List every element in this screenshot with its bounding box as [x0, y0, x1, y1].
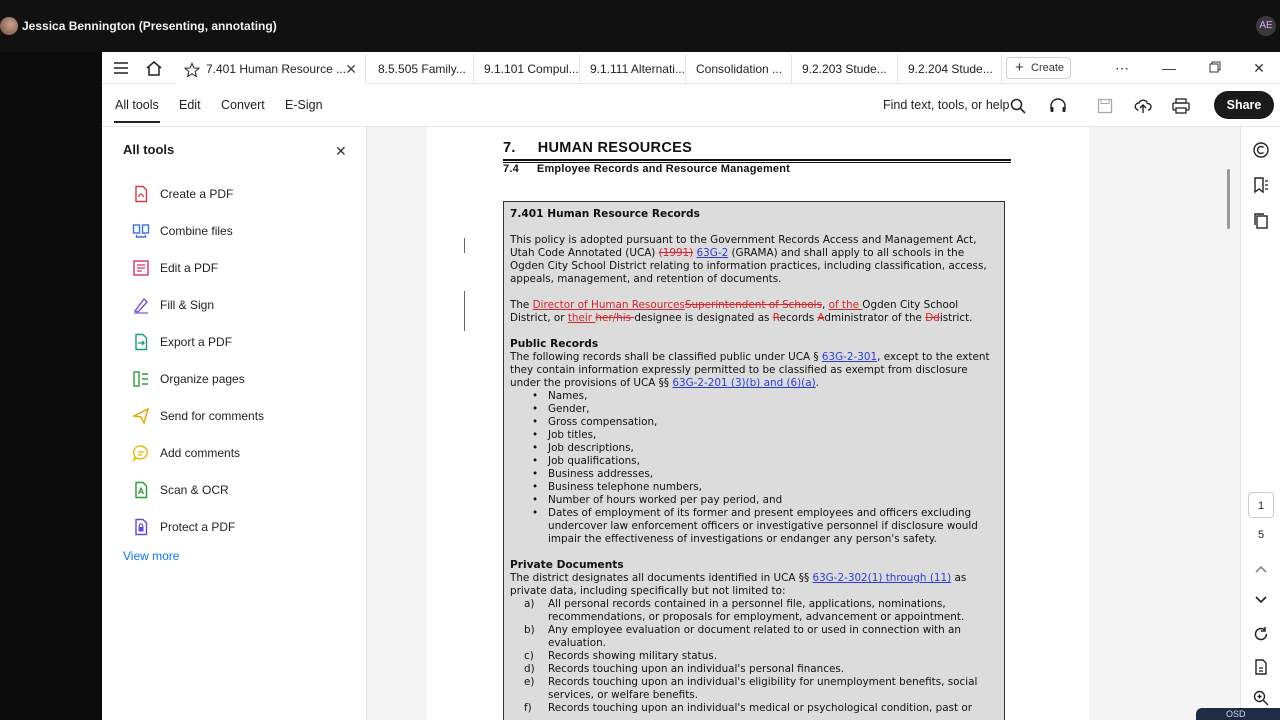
read-aloud-icon[interactable] — [1048, 96, 1068, 116]
tab-9-1-101-compul[interactable] — [474, 54, 580, 84]
tool-add-comments[interactable] — [132, 442, 352, 464]
policy-box — [503, 201, 1005, 720]
add-comments-icon — [132, 444, 150, 462]
private-documents-heading: Private Documents — [510, 559, 624, 571]
vertical-scrollbar[interactable] — [1223, 127, 1235, 720]
list-item — [510, 702, 998, 715]
list-marker: b) — [524, 624, 535, 636]
edit-pdf-icon — [132, 259, 150, 277]
deleted-text: A — [817, 312, 825, 324]
star-icon[interactable] — [184, 54, 200, 84]
text-run: . — [815, 377, 819, 389]
list-item: • Gender, — [510, 403, 998, 416]
current-page-number[interactable]: 1 — [1248, 492, 1274, 518]
bookmark-icon[interactable] — [1251, 175, 1271, 195]
text-run: (GRAMA) and shall apply to all schools in the Ogden City School District relating to information practices, including classification, access, appeals, management, and retention of documents. — [510, 247, 987, 285]
send-comments-icon — [132, 407, 150, 425]
list-item — [510, 676, 998, 702]
private-documents-list — [510, 598, 998, 715]
text-run: This policy is adopted pursuant to the Government Records Access and Management Act, Utah Code Annotated (UCA) — [510, 234, 977, 259]
restore-icon[interactable] — [1203, 56, 1227, 80]
statute-link[interactable]: 63G-2-302(1) through (11) — [812, 572, 952, 584]
list-text: Records touching upon an individual's eligibility for unemployment benefits, social services, or welfare benefits. — [548, 676, 978, 701]
create-button[interactable] — [1006, 57, 1071, 79]
tool-protect-pdf[interactable] — [132, 516, 352, 538]
create-label: Create — [1031, 62, 1065, 74]
list-text: Any employee evaluation or document related to or used in connection with an evaluation. — [548, 624, 961, 649]
tool-label: Fill & Sign — [160, 298, 215, 312]
tool-label: Scan & OCR — [160, 483, 229, 497]
list-item: • Number of hours worked per pay period, and — [510, 494, 998, 507]
tool-label: Organize pages — [160, 372, 245, 386]
close-panel-icon[interactable]: ✕ — [335, 143, 347, 159]
total-pages: 5 — [1257, 529, 1265, 541]
hamburger-menu-icon[interactable] — [110, 58, 132, 78]
statute-link[interactable]: 63G-2-301 — [821, 351, 878, 363]
fill-sign-icon — [132, 296, 150, 314]
tool-export-pdf[interactable] — [132, 331, 352, 353]
text-run: The — [510, 299, 533, 311]
ai-assistant-icon[interactable] — [1251, 140, 1271, 160]
tool-fill-sign[interactable] — [132, 294, 352, 316]
deleted-text: Dd — [925, 312, 940, 324]
policy-paragraph-1 — [510, 234, 998, 286]
tab-label: Consolidation ... — [696, 62, 783, 76]
text-run: as private data, including specifically but not limited to: — [510, 572, 967, 597]
public-records-heading: Public Records — [510, 338, 599, 350]
list-text: Records touching upon an individual's medical or psychological condition, past or — [548, 702, 973, 714]
home-icon[interactable] — [143, 58, 165, 78]
tab-9-1-111-alternati[interactable] — [580, 54, 686, 84]
list-item: • Business telephone numbers, — [510, 481, 998, 494]
list-item — [510, 598, 998, 624]
tab-consolidation[interactable] — [686, 54, 792, 84]
tool-create-pdf[interactable] — [132, 183, 352, 205]
plus-icon: + — [1015, 59, 1024, 76]
deleted-text: her/his — [595, 312, 635, 324]
list-item: • Dates of employment of its former and present employees and officers excluding undercover law enforcement officers or investigative personnel if disclosure would impair the effectiveness of investigations or endanger any person's safety. — [510, 507, 998, 546]
chevron-down-icon[interactable] — [1251, 590, 1271, 610]
list-text: All personal records contained in a personnel file, applications, nominations, recommendations, or proposals for employment, advancement or appointment. — [548, 598, 965, 623]
acrobat-window — [102, 52, 1280, 720]
menu-all-tools[interactable]: All tools — [115, 98, 159, 112]
list-marker: e) — [524, 676, 535, 688]
tab-bar — [102, 52, 1280, 84]
menu-e-sign[interactable]: E-Sign — [285, 98, 323, 112]
tab-close-icon[interactable]: ✕ — [345, 61, 357, 77]
presenter-name: Jessica Bennington (Presenting, annotating) — [22, 19, 277, 33]
export-pdf-icon — [132, 333, 150, 351]
text-run: designee is designated as — [634, 312, 773, 324]
list-text: Records touching upon an individual's personal finances. — [548, 663, 845, 675]
combine-files-icon — [132, 222, 150, 240]
more-options-icon[interactable]: ⋯ — [1115, 60, 1129, 76]
page-fit-icon[interactable] — [1251, 657, 1271, 677]
text-run: Ogden City School District, or — [510, 299, 959, 324]
deleted-text: Superintendent of Schools — [684, 299, 822, 311]
list-marker: c) — [524, 650, 534, 662]
tab-9-2-204-stude[interactable] — [898, 54, 1002, 84]
pdf-page — [427, 127, 1089, 720]
share-button[interactable]: Share — [1214, 91, 1274, 119]
tool-send-for-comments[interactable] — [132, 405, 352, 427]
organize-pages-icon — [132, 370, 150, 388]
tool-combine-files[interactable] — [132, 220, 352, 242]
menu-edit[interactable]: Edit — [179, 98, 201, 112]
find-tools-search[interactable]: Find text, tools, or help — [883, 98, 1010, 112]
tab-8-5-505-family[interactable] — [368, 54, 474, 84]
list-marker: f) — [524, 702, 532, 714]
tool-label: Edit a PDF — [160, 261, 219, 275]
tool-label: Export a PDF — [160, 335, 233, 349]
document-viewport[interactable] — [367, 127, 1240, 720]
policy-title: 7.401 Human Resource Records — [510, 208, 700, 220]
tool-label: Combine files — [160, 224, 233, 238]
statute-link[interactable]: 63G-2-201 (3)(b) and (6)(a) — [672, 377, 816, 389]
chevron-up-icon[interactable] — [1251, 559, 1271, 579]
policy-paragraph-2 — [510, 299, 998, 325]
inserted-text: of the — [828, 299, 863, 311]
text-run: istrict. — [939, 312, 973, 324]
list-item: • Job titles, — [510, 429, 998, 442]
text-run: ecords — [779, 312, 818, 324]
chapter-title: HUMAN RESOURCES — [537, 140, 693, 156]
tool-organize-pages[interactable] — [132, 368, 352, 390]
list-item — [510, 650, 998, 663]
presenter-bar — [0, 0, 1280, 52]
chapter-number: 7. — [503, 140, 516, 156]
list-marker: d) — [524, 663, 535, 675]
tab-label: 9.2.204 Stude... — [908, 62, 993, 76]
list-item: • Job qualifications, — [510, 455, 998, 468]
upload-cloud-icon[interactable] — [1133, 96, 1153, 116]
inserted-text: their — [567, 312, 596, 324]
right-rail — [1240, 127, 1280, 720]
list-item: • Names, — [510, 390, 998, 403]
section-heading — [503, 163, 790, 175]
copy-pages-icon[interactable] — [1251, 211, 1271, 231]
osd-badge: OSD — [1196, 708, 1280, 720]
public-records-intro — [510, 351, 998, 390]
text-run: The district designates all documents identified in UCA §§ — [510, 572, 813, 584]
tab-7-401-human-resource[interactable] — [176, 54, 366, 84]
tool-label: Send for comments — [160, 409, 265, 423]
text-run: , except to the extent they contain information expressly permitted to be classified as exempt from disclosure under the provisions of UCA §§ — [510, 351, 990, 389]
close-window-icon[interactable]: ✕ — [1253, 60, 1265, 76]
save-icon[interactable] — [1095, 96, 1115, 116]
tool-label: Protect a PDF — [160, 520, 236, 534]
private-documents-intro — [510, 572, 998, 598]
heading-rule — [503, 159, 1011, 161]
text-run: The following records shall be classified public under UCA § — [510, 351, 822, 363]
public-records-list — [510, 390, 998, 546]
statute-link[interactable]: 63G-2 — [696, 247, 729, 259]
list-item — [510, 663, 998, 676]
main-toolbar — [102, 84, 1280, 127]
list-item: • Business addresses, — [510, 468, 998, 481]
tab-label: 7.401 Human Resource ... — [206, 62, 347, 76]
search-icon[interactable] — [1008, 96, 1028, 116]
all-tools-panel — [102, 127, 367, 720]
tool-label: Add comments — [160, 446, 241, 460]
create-pdf-icon — [132, 185, 150, 203]
list-text: Records showing military status. — [548, 650, 718, 662]
menu-convert[interactable]: Convert — [221, 98, 265, 112]
protect-pdf-icon — [132, 518, 150, 536]
section-title: Employee Records and Resource Management — [536, 163, 791, 175]
annotation-mark — [464, 291, 465, 331]
participant-avatar[interactable]: AE — [1256, 16, 1276, 36]
text-run: dministrator of the — [824, 312, 926, 324]
scrollbar-thumb[interactable] — [1227, 169, 1230, 229]
panel-title: All tools — [123, 142, 175, 157]
deleted-text: R — [772, 312, 780, 324]
tool-edit-pdf[interactable] — [132, 257, 352, 279]
print-icon[interactable] — [1171, 96, 1191, 116]
tool-label: Create a PDF — [160, 187, 234, 201]
tab-label: 9.2.203 Stude... — [802, 62, 887, 76]
chapter-heading — [503, 140, 692, 156]
list-marker: a) — [524, 598, 535, 610]
text-run: , — [822, 299, 829, 311]
annotation-mark — [464, 238, 465, 253]
tab-label: 9.1.101 Compul... — [484, 62, 579, 76]
list-item: • Gross compensation, — [510, 416, 998, 429]
refresh-icon[interactable] — [1251, 624, 1271, 644]
presenter-avatar — [0, 17, 18, 35]
view-more-link[interactable]: View more — [123, 549, 180, 563]
tab-label: 9.1.111 Alternati... — [590, 62, 685, 76]
tool-scan-ocr[interactable] — [132, 479, 352, 501]
list-item — [510, 624, 998, 650]
section-number: 7.4 — [503, 163, 519, 175]
list-item: • Job descriptions, — [510, 442, 998, 455]
zoom-in-icon[interactable] — [1251, 688, 1271, 708]
minimize-icon[interactable]: — — [1162, 60, 1176, 76]
tab-9-2-203-stude[interactable] — [792, 54, 898, 84]
scan-ocr-icon — [132, 481, 150, 499]
inserted-text: Director of Human Resources — [532, 299, 685, 311]
deleted-text: (1991) — [658, 247, 694, 259]
tab-label: 8.5.505 Family... — [378, 62, 466, 76]
